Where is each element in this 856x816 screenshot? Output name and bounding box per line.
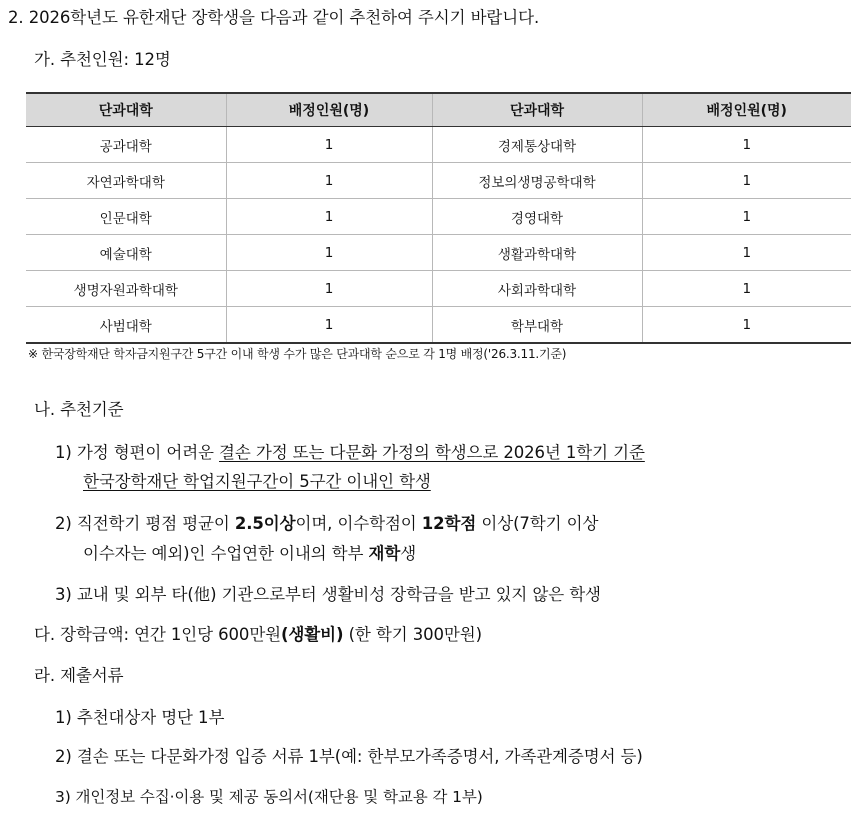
allocation-cell: 1: [642, 163, 851, 199]
criterion-2-text: 이며, 이수학점이: [295, 514, 422, 533]
document-item-1: 1) 추천대상자 명단 1부: [55, 708, 225, 727]
college-cell: 자연과학대학: [26, 163, 226, 199]
allocation-cell: 1: [226, 163, 432, 199]
college-cell: 정보의생명공학대학: [432, 163, 642, 199]
criterion-1-prefix: 1) 가정 형편이 어려운: [55, 443, 220, 462]
college-cell: 학부대학: [432, 307, 642, 344]
document-item-2: 2) 결손 또는 다문화가정 입증 서류 1부(예: 한부모가족증명서, 가족관계증명서 등): [55, 747, 643, 766]
allocation-cell: 1: [642, 127, 851, 163]
allocation-table: [26, 92, 851, 344]
college-cell: 공과대학: [26, 127, 226, 163]
section-na-criteria-title: 나. 추천기준: [34, 400, 124, 419]
table-row: [26, 235, 851, 271]
credit-requirement: 12학점: [421, 514, 477, 533]
allocation-cell: 1: [226, 199, 432, 235]
criterion-2-line-2: [83, 543, 416, 565]
table-row: [26, 127, 851, 163]
gpa-requirement: 2.5이상: [234, 514, 296, 533]
allocation-cell: 1: [226, 235, 432, 271]
allocation-cell: 1: [226, 307, 432, 344]
criterion-3: 3) 교내 및 외부 타(他) 기관으로부터 생활비성 장학금을 받고 있지 않은 학생: [55, 585, 601, 604]
enrollment-requirement: 재학: [368, 544, 401, 563]
table-row: [26, 199, 851, 235]
table-header-row: [26, 93, 851, 127]
allocation-cell: 1: [642, 199, 851, 235]
college-cell: 경영대학: [432, 199, 642, 235]
criterion-2-text: 이수자는 예외)인 수업연한 이내의 학부: [83, 544, 369, 563]
table-row: [26, 307, 851, 344]
college-cell: 경제통상대학: [432, 127, 642, 163]
allocation-cell: 1: [642, 307, 851, 344]
allocation-note: ※ 한국장학재단 학자금지원구간 5구간 이내 학생 수가 많은 단과대학 순으로 각 1명 배정('26.3.11.기준): [28, 347, 567, 361]
college-cell: 사범대학: [26, 307, 226, 344]
heading: 2. 2026학년도 유한재단 장학생을 다음과 같이 추천하여 주시기 바랍니다.: [8, 8, 540, 27]
criterion-2-text: 이상(7학기 이상: [476, 514, 599, 533]
allocation-cell: 1: [226, 127, 432, 163]
header-allocation-1: 배정인원(명): [226, 93, 432, 127]
living-expense-label: (생활비): [281, 625, 344, 644]
section-ga-recommend-count: 가. 추천인원: 12명: [34, 50, 171, 69]
header-college-2: 단과대학: [432, 93, 642, 127]
semester-amount: (한 학기 300만원): [343, 625, 482, 644]
college-cell: 예술대학: [26, 235, 226, 271]
table-row: [26, 163, 851, 199]
document-item-3: 3) 개인정보 수집·이용 및 제공 동의서(재단용 및 학교용 각 1부): [55, 788, 483, 806]
college-cell: 생명자원과학대학: [26, 271, 226, 307]
table-row: [26, 271, 851, 307]
section-da-scholarship-amount: [34, 624, 482, 646]
allocation-cell: 1: [642, 271, 851, 307]
criterion-1-line-1: [55, 442, 645, 464]
header-allocation-2: 배정인원(명): [642, 93, 851, 127]
criterion-1-underlined: 결손 가정 또는 다문화 가정의 학생으로 2026년 1학기 기준: [219, 443, 645, 462]
criterion-2-line-1: [55, 513, 598, 535]
criterion-2-text: 생: [400, 544, 417, 563]
criterion-2-text: 2) 직전학기 평점 평균이: [55, 514, 235, 533]
college-cell: 인문대학: [26, 199, 226, 235]
section-ra-documents-title: 라. 제출서류: [34, 666, 124, 685]
college-cell: 생활과학대학: [432, 235, 642, 271]
header-college-1: 단과대학: [26, 93, 226, 127]
criterion-1-line-2: 한국장학재단 학업지원구간이 5구간 이내인 학생: [83, 472, 431, 491]
allocation-cell: 1: [642, 235, 851, 271]
amount-text: 다. 장학금액: 연간 1인당 600만원: [34, 625, 282, 644]
college-cell: 사회과학대학: [432, 271, 642, 307]
allocation-cell: 1: [226, 271, 432, 307]
